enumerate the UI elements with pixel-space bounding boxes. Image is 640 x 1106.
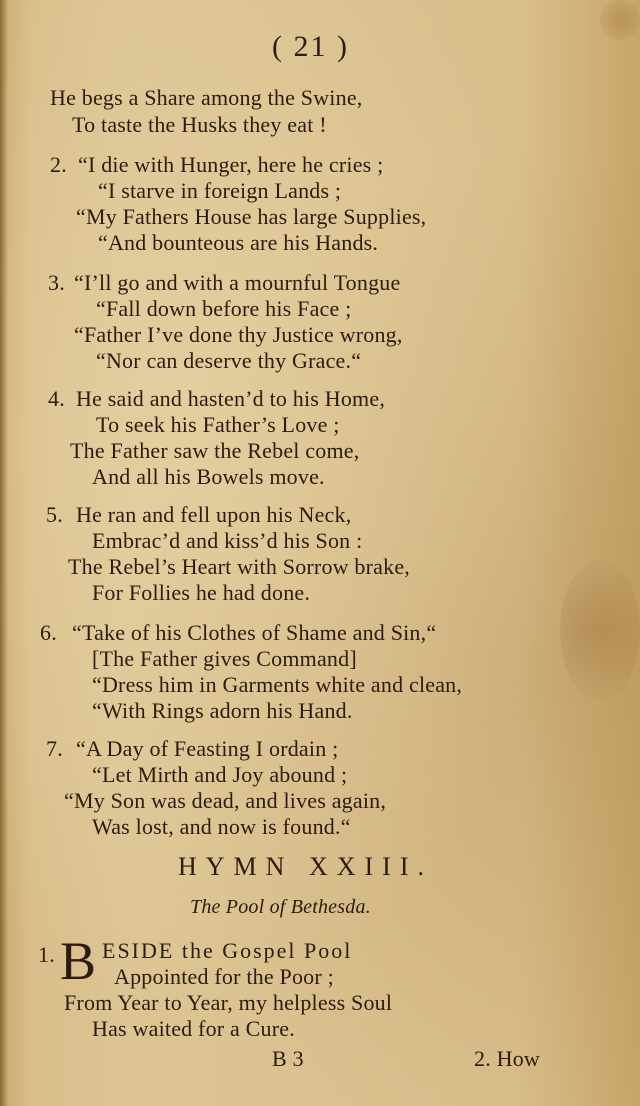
verse-line: “My Fathers House has large Supplies, bbox=[76, 204, 427, 229]
verse-line: “Take of his Clothes of Shame and Sin,“ bbox=[72, 620, 437, 645]
verse-line: “I die with Hunger, here he cries ; bbox=[78, 152, 384, 177]
catchword: 2. How bbox=[474, 1046, 540, 1071]
verse-line: “Nor can deserve thy Grace.“ bbox=[96, 348, 362, 373]
page-number: ( 21 ) bbox=[272, 30, 349, 63]
verse-line: The Rebel’s Heart with Sorrow brake, bbox=[68, 554, 410, 579]
verse-line: He ran and fell upon his Neck, bbox=[76, 502, 352, 527]
stanza-number: 6. bbox=[40, 620, 57, 645]
stanza-number: 3. bbox=[48, 270, 65, 295]
verse-line: “Dress him in Garments white and clean, bbox=[92, 672, 463, 697]
verse-line: Embrac’d and kiss’d his Son : bbox=[92, 528, 363, 553]
drop-cap: B bbox=[60, 931, 97, 991]
stanza-number: 4. bbox=[48, 386, 65, 411]
signature-mark: B 3 bbox=[272, 1046, 304, 1071]
verse-line: [The Father gives Command] bbox=[92, 646, 357, 671]
verse-line: “With Rings adorn his Hand. bbox=[92, 698, 353, 723]
verse-line: To seek his Father’s Love ; bbox=[96, 412, 340, 437]
verse-line: ESIDE the Gospel Pool bbox=[102, 938, 353, 963]
verse-line: And all his Bowels move. bbox=[92, 464, 325, 489]
verse-line: The Father saw the Rebel come, bbox=[70, 438, 360, 463]
stanza-number: 5. bbox=[46, 502, 63, 527]
stanza-number: 2. bbox=[50, 152, 67, 177]
verse-line: “Let Mirth and Joy abound ; bbox=[92, 762, 348, 787]
verse-line: “I starve in foreign Lands ; bbox=[98, 178, 342, 203]
verse-line: Was lost, and now is found.“ bbox=[92, 814, 351, 839]
hymn-title: HYMN XXIII. bbox=[178, 852, 433, 881]
verse-line: From Year to Year, my helpless Soul bbox=[64, 990, 393, 1015]
stanza-number: 7. bbox=[46, 736, 63, 761]
stanza-number: 1. bbox=[38, 942, 55, 967]
verse-line: Has waited for a Cure. bbox=[92, 1016, 295, 1041]
hymn-subtitle: The Pool of Bethesda. bbox=[190, 896, 371, 918]
paper-stain bbox=[560, 560, 640, 700]
verse-line: He said and hasten’d to his Home, bbox=[76, 386, 386, 411]
verse-line: “Father I’ve done thy Justice wrong, bbox=[74, 322, 403, 347]
verse-line: “My Son was dead, and lives again, bbox=[64, 788, 387, 813]
verse-line: He begs a Share among the Swine, bbox=[50, 85, 363, 110]
verse-line: “Fall down before his Face ; bbox=[96, 296, 352, 321]
verse-line: “And bounteous are his Hands. bbox=[98, 230, 379, 255]
paper-stain bbox=[600, 0, 640, 40]
verse-line: To taste the Husks they eat ! bbox=[72, 112, 327, 137]
verse-line: For Follies he had done. bbox=[92, 580, 311, 605]
verse-line: “A Day of Feasting I ordain ; bbox=[76, 736, 339, 761]
verse-line: Appointed for the Poor ; bbox=[114, 964, 334, 989]
verse-line: “I’ll go and with a mournful Tongue bbox=[74, 270, 401, 295]
